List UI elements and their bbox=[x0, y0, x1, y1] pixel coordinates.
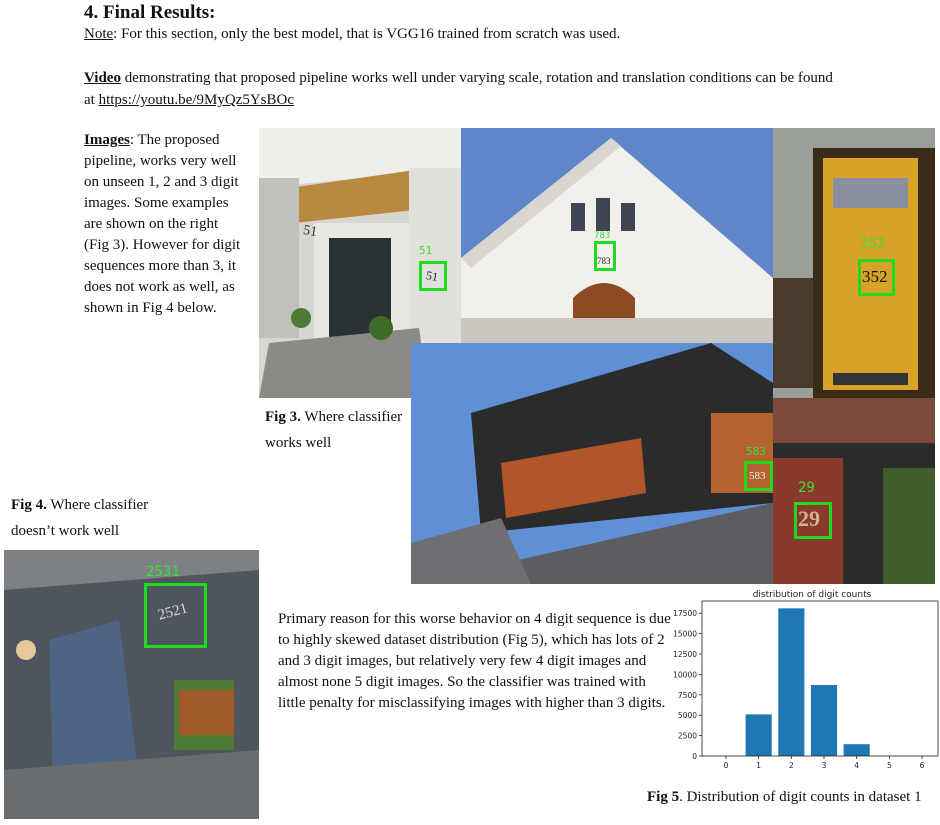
fig4-text: Where classifier doesn’t work well bbox=[11, 497, 149, 539]
detection-label: 29 bbox=[798, 480, 815, 496]
photo-chapel-783 bbox=[461, 128, 773, 343]
fig5-label: Fig 5 bbox=[647, 789, 680, 805]
detection-label: 51 bbox=[419, 244, 433, 257]
note-text: : For this section, only the best model, that is VGG16 trained from scratch was used. bbox=[113, 26, 621, 42]
y-tick-label: 7500 bbox=[677, 690, 697, 700]
detection-label: 783 bbox=[594, 231, 611, 241]
images-paragraph bbox=[84, 130, 246, 319]
y-tick-label: 17500 bbox=[673, 609, 697, 619]
video-link[interactable]: https://youtu.be/9MyQz5YsBOc bbox=[98, 92, 294, 108]
detection-label: 2531 bbox=[146, 564, 180, 580]
house-number-2521: 2521 bbox=[156, 600, 190, 624]
y-tick-label: 2500 bbox=[677, 731, 697, 741]
x-tick-label: 5 bbox=[886, 761, 892, 770]
house-number-51-wall: 51 bbox=[301, 222, 319, 241]
digit-count-chart bbox=[660, 584, 940, 774]
explanation-paragraph: Primary reason for this worse behavior on 4 digit sequence is due to highly skewed dataset distribution (Fig 5), which has lots of 2 and 3 digit images, but relatively very few 4 digit images and almost none 5 digit images. So the classifier was trained with little penalty for misclassifying images with higher than 3 digits. bbox=[278, 611, 671, 711]
note-line bbox=[84, 26, 620, 43]
images-label: Images bbox=[84, 132, 130, 148]
x-tick-label: 3 bbox=[821, 761, 827, 770]
y-tick-label: 12500 bbox=[673, 650, 697, 660]
photo-wall-29 bbox=[773, 398, 935, 584]
fig3-label: Fig 3. bbox=[265, 409, 301, 425]
house-number-51-door: 51 bbox=[424, 268, 440, 284]
fig3-caption bbox=[265, 404, 405, 456]
detection-label: 583 bbox=[746, 445, 766, 458]
y-tick-label: 0 bbox=[692, 752, 697, 761]
house-number-583: 583 bbox=[749, 470, 766, 482]
bar-1 bbox=[746, 714, 772, 756]
bar-4 bbox=[844, 744, 870, 756]
photo-door-352 bbox=[773, 128, 935, 398]
house-number-783: 783 bbox=[597, 256, 611, 266]
y-tick-label: 15000 bbox=[673, 629, 697, 639]
note-label: Note bbox=[84, 26, 114, 42]
images-text: : The proposed pipeline, works very well on unseen 1, 2 and 3 digit images. Some examples are shown on the right (Fig 3). However for digit sequences more than 3, it does not work as well, as shown in Fig 4 below. bbox=[84, 132, 241, 316]
photo-house-583 bbox=[411, 343, 773, 584]
x-tick-label: 4 bbox=[854, 761, 860, 770]
x-tick-label: 6 bbox=[919, 761, 925, 770]
detection-label: 352 bbox=[860, 236, 886, 252]
fig5-caption bbox=[647, 789, 922, 806]
photo-door-2521 bbox=[4, 550, 259, 819]
fig4-label: Fig 4. bbox=[11, 497, 47, 513]
x-tick-label: 1 bbox=[756, 761, 762, 770]
fig4-caption bbox=[11, 492, 181, 544]
video-label: Video bbox=[84, 70, 121, 86]
y-tick-label: 10000 bbox=[673, 670, 697, 680]
chart-title: distribution of digit counts bbox=[752, 590, 872, 600]
section-heading: 4. Final Results: bbox=[84, 2, 216, 23]
x-tick-label: 2 bbox=[788, 761, 794, 770]
bar-3 bbox=[811, 685, 837, 756]
video-paragraph bbox=[84, 67, 844, 111]
video-text: demonstrating that proposed pipeline works well under varying scale, rotation and translation conditions can be found at bbox=[84, 70, 833, 108]
x-tick-label: 0 bbox=[723, 761, 729, 770]
bar-2 bbox=[778, 608, 804, 756]
y-tick-label: 5000 bbox=[677, 711, 697, 721]
fig5-text: . Distribution of digit counts in dataset 1 bbox=[679, 789, 922, 805]
fig3-text: Where classifier works well bbox=[265, 409, 403, 451]
house-number-29: 29 bbox=[798, 506, 820, 531]
house-number-352: 352 bbox=[862, 267, 888, 286]
